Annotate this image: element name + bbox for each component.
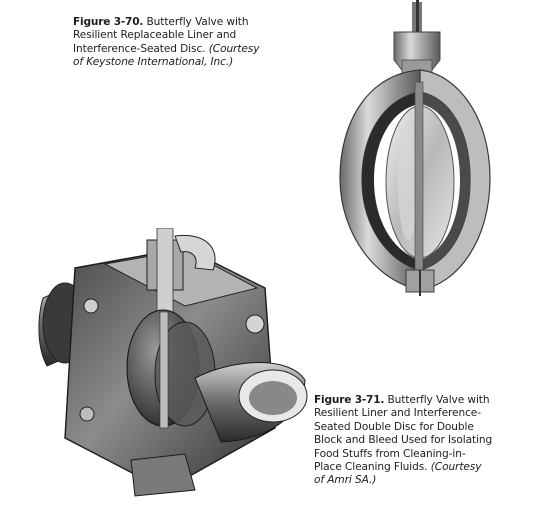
figure-label: Figure 3-70. xyxy=(73,16,144,28)
courtesy-credit: of Amri SA.) xyxy=(314,474,377,487)
courtesy-credit: (Courtesy xyxy=(430,461,482,474)
figure-3-70-caption: Figure 3-70. Butterfly Valve with Resilient Replaceable Liner and Interference-Seated Disc. (Courtesy of Keystone International, Inc.) xyxy=(73,16,260,69)
figure-3-71-caption: Figure 3-71. Butterfly Valve with Resilient Liner and Interference- Seated Double Disc for Double Block and Bleed Used for Isolating Food Stuffs from Cleaning-in- Place Cleaning Fluids. (Courtesy of Amri SA.) xyxy=(314,394,493,487)
courtesy-credit: of Keystone International, Inc.) xyxy=(73,56,234,69)
double-disc-butterfly-valve-illustration xyxy=(35,228,310,501)
courtesy-credit: (Courtesy xyxy=(208,42,260,55)
figure-label: Figure 3-71. xyxy=(314,394,385,406)
butterfly-valve-liner-illustration xyxy=(328,0,508,300)
